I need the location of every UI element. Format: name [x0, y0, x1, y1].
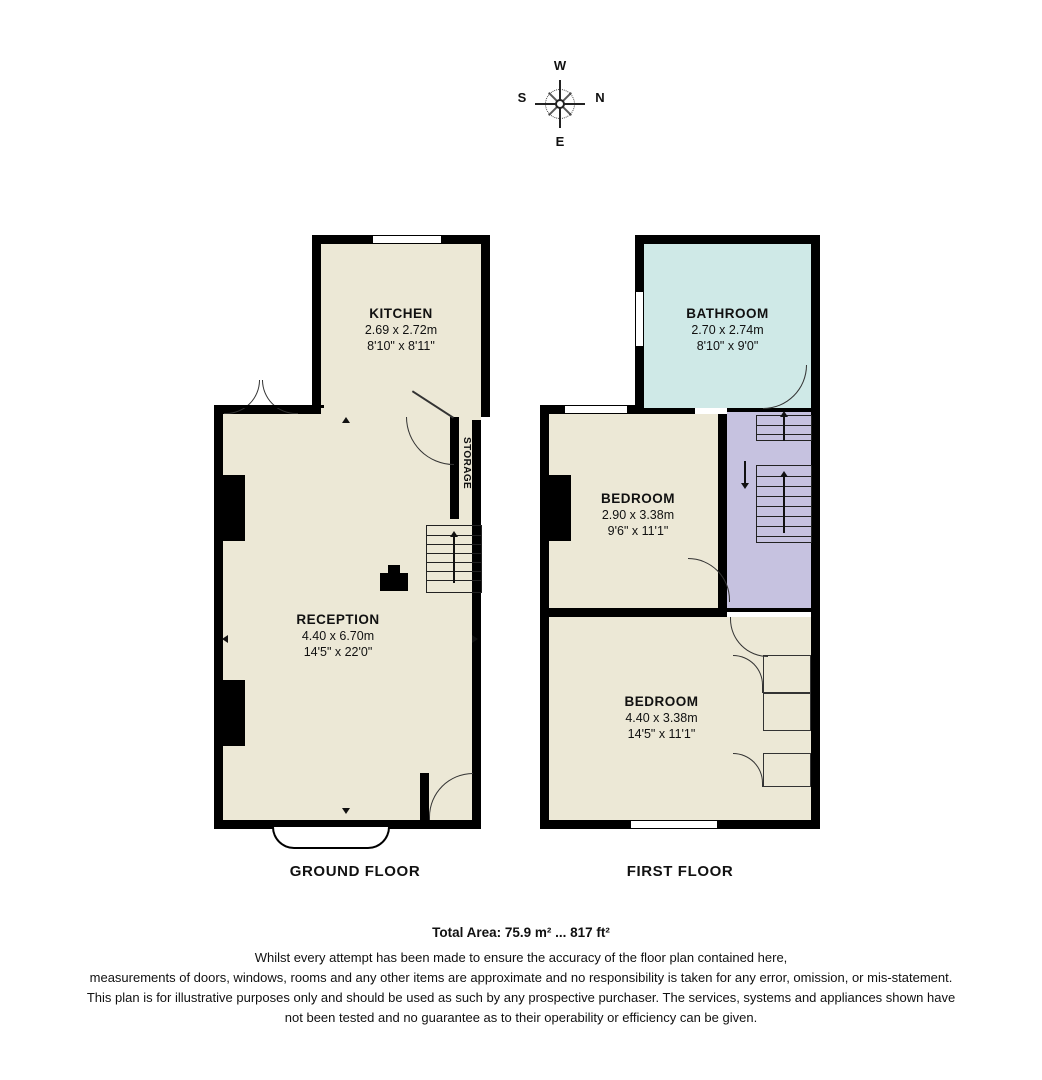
ground-floor-title: GROUND FLOOR	[289, 863, 421, 880]
stairs-down-arrow-icon	[741, 483, 749, 489]
wall-first-left	[540, 405, 549, 829]
wall-kitchen-left	[312, 235, 321, 417]
label-bathroom: BATHROOM 2.70 x 2.74m 8'10" x 9'0"	[686, 306, 769, 354]
label-storage: STORAGE	[461, 437, 472, 490]
threshold-rear	[223, 405, 324, 408]
wall-reception-right	[472, 417, 481, 829]
marker-down-icon	[342, 808, 350, 814]
wall-bedroom1-bottom	[549, 608, 727, 617]
wall-first-right	[811, 235, 820, 829]
disclaimer-line-4: not been tested and no guarantee as to their operability or efficiency can be given.	[284, 1010, 758, 1026]
wall-landing-top	[727, 408, 811, 412]
stairs-down-arrow-line	[744, 461, 746, 485]
stairs-ground-arrow-up-icon	[450, 531, 458, 537]
compass-rose	[505, 58, 615, 163]
chimney-breast-upper	[223, 475, 245, 541]
wall-landing-bottom	[727, 608, 811, 612]
disclaimer-line-2: measurements of doors, windows, rooms and any other items are approximate and no responsibility is taken for any error, omission, or mis-statement.	[89, 970, 953, 986]
label-bedroom-front: BEDROOM 4.40 x 3.38m 14'5" x 11'1"	[624, 694, 699, 742]
wardrobe-upper	[763, 655, 811, 693]
marker-right-icon	[472, 635, 478, 643]
window-kitchen-top	[372, 235, 442, 244]
total-area-text: Total Area: 75.9 m² ... 817 ft²	[432, 925, 610, 940]
disclaimer-text	[0, 948, 1042, 1029]
compass-label-right: N	[595, 90, 605, 105]
stairs-lower-arrow-up-icon	[780, 471, 788, 477]
wall-hall-stub	[420, 773, 429, 829]
compass-label-left: S	[517, 90, 527, 105]
wardrobe-lower	[763, 753, 811, 787]
disclaimer-line-3: This plan is for illustrative purposes only and should be used as such by any prospective purchaser. The services, systems and appliances shown have	[86, 990, 956, 1006]
hearth-block	[380, 573, 408, 591]
window-bedroom1-rear	[564, 405, 628, 414]
chimney-breast-lower	[223, 680, 245, 746]
stairs-ground-arrow-line	[453, 537, 455, 583]
compass-label-bottom: E	[555, 134, 565, 149]
disclaimer-line-1: Whilst every attempt has been made to ensure the accuracy of the floor plan contained here,	[254, 950, 788, 965]
marker-up-icon	[342, 417, 350, 423]
compass-needle-icon	[542, 86, 578, 122]
wall-reception-left	[214, 405, 223, 829]
first-floor-title: FIRST FLOOR	[626, 863, 734, 880]
bay-window-front	[272, 827, 390, 849]
stairs-upper-arrow-up-icon	[780, 411, 788, 417]
hearth-block-top	[388, 565, 400, 574]
compass-label-top: W	[553, 58, 567, 73]
window-bedroom2-front	[630, 820, 718, 829]
label-kitchen: KITCHEN 2.69 x 2.72m 8'10" x 8'11"	[364, 306, 438, 354]
first-floor-plan	[520, 225, 840, 880]
window-bathroom-left	[635, 291, 644, 347]
label-bedroom-rear: BEDROOM 2.90 x 3.38m 9'6" x 11'1"	[601, 491, 675, 539]
stairs-lower-arrow-line	[783, 477, 785, 533]
ground-floor-plan	[200, 225, 510, 880]
wall-kitchen-right	[481, 235, 490, 417]
wall-first-top	[635, 235, 820, 244]
label-reception: RECEPTION 4.40 x 6.70m 14'5" x 22'0"	[296, 612, 380, 660]
stairs-upper-arrow-line	[783, 417, 785, 441]
